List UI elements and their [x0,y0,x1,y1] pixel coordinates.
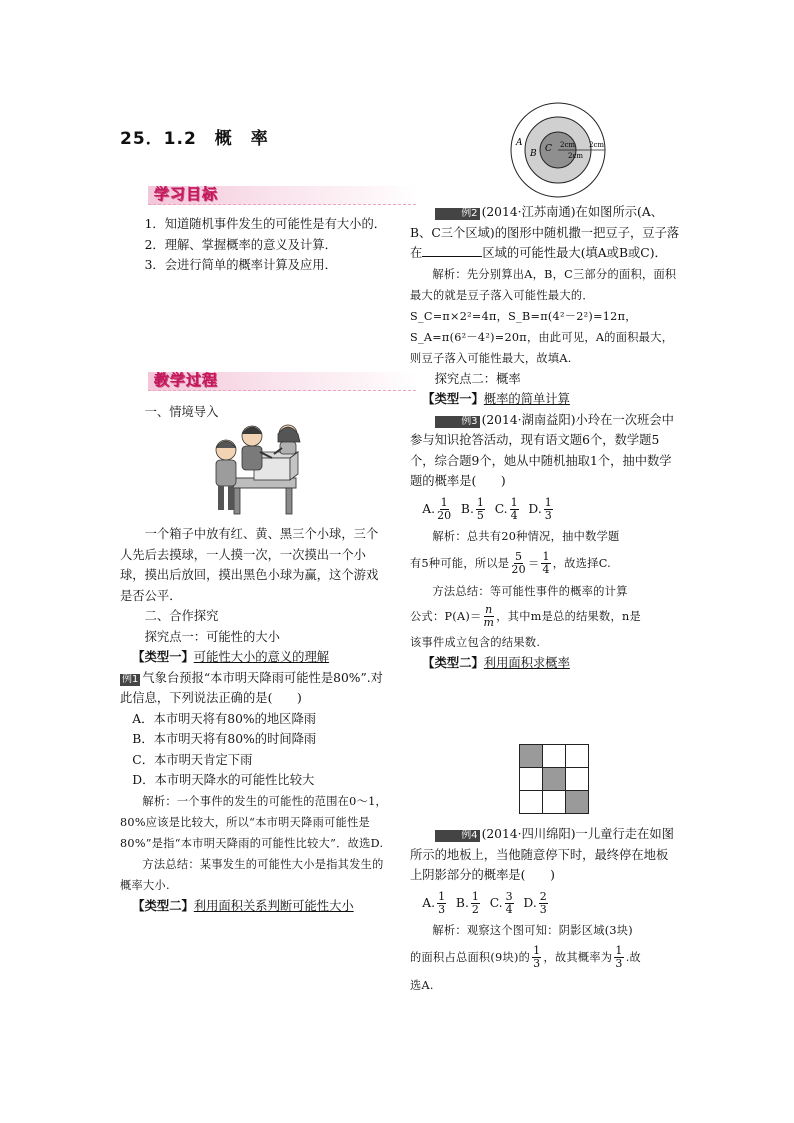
option-a: A．本市明天将有80%的地区降雨 [132,711,317,726]
option-c: C．本市明天肯定下雨 [132,752,253,767]
page-title: 25．1.2 概 率 [120,129,269,149]
grid-cell [566,768,589,791]
coop-heading: 二、合作探究 [144,609,219,623]
solution-fraction: $\frac{5}{20}$ [511,550,526,576]
option-fraction: $\frac{1}{3}$ [544,495,552,522]
grid-cell-shaded [543,768,566,791]
section-banner-goals [148,186,416,205]
type2-heading [120,896,388,917]
example4-solution-1: 解析：观察这个图可知：阴影区域(3块) [432,923,633,937]
type2-heading-right [410,653,680,674]
example3-solution-1: 解析：总共有20种情况，抽中数学题 [432,529,620,543]
intro-heading: 一、情境导入 [144,405,219,419]
example3-summary-2: 公式：P(A)＝ $\frac{n}{m}$ ，其中m是总的结果数，n是 [410,603,642,629]
example3-summary-1: 方法总结：等可能性事件的概率的计算 [432,584,628,598]
section-banner-process [148,372,416,391]
option-fraction: $\frac{3}{4}$ [505,889,513,916]
floor-grid-figure [519,744,589,814]
example1-solution: 解析：一个事件的发生的可能性的范围在0～1，80%应该是比较大，所以“本市明天降雨可能性是80%”是指“本市明天降雨的可能性比较大”．故选D. [120,794,387,850]
left-column-body [120,524,388,916]
example3-text: (2014·湖南益阳)小玲在一次班会中参与知识抢答活动，现有语文题6个，数学题5个，综合题9个，她从中随机抽取1个，抽中数学题的概率是( ) [410,412,674,488]
region-label-a: A [516,138,523,148]
goal-item: 2．理解、掌握概率的意义及计算． [144,237,337,252]
radius-label-inner: 2cm [560,141,576,149]
radius-label-outer: 2cm [589,141,605,149]
example4-options: A. $\frac{1}{3}$ B. $\frac{1}{2}$ C. $\frac{3}{4}$ D. $\frac{2}{3}$ [422,889,547,916]
type1-title: 可能性大小的意义的理解 [193,650,330,664]
grid-cell [566,745,589,768]
example4-text: (2014·四川绵阳)一儿童行走在如图所示的地板上，当他随意停下时，最终停在地板上阴影部分的概率是( ) [410,827,674,882]
region-label-b: B [530,149,537,159]
solution-fraction: $\frac{1}{3}$ [615,944,623,970]
grid-cell [520,791,543,814]
type1-bracket: 【类型一】 [132,649,194,664]
option-fraction: $\frac{1}{2}$ [471,889,479,916]
type1-title: 概率的简单计算 [483,392,570,406]
option-fraction: $\frac{2}{3}$ [539,889,547,916]
option-label: C. [494,501,508,516]
solution-fraction: $\frac{1}{3}$ [533,944,541,970]
example2-text-1: (2014·江苏南通)在如图所示(A、B、C三个区域)的图形中随机撒一把豆子，豆子落在 [410,205,680,260]
answer-blank [422,244,482,257]
section-title-goals: 学习目标 [154,185,219,203]
example-badge: 例4 [435,830,480,842]
goals-list [120,214,390,276]
example4-solution-3: 选A. [410,978,434,992]
example-badge: 例1 [122,673,139,685]
example3-summary-3: 该事件成立包含的结果数. [410,635,541,649]
grid-cell [543,745,566,768]
type2-bracket: 【类型二】 [422,654,484,670]
example3-options [410,492,680,526]
right-column [410,202,680,673]
section-title-process: 教学过程 [154,371,219,389]
type1-heading [120,647,388,668]
option-d: D．本市明天降水的可能性比较大 [132,773,315,787]
type1-heading-right [410,389,680,410]
example4 [410,824,680,886]
example1-summary: 方法总结：某事发生的可能性大小是指其发生的概率大小. [120,857,384,892]
type2-bracket: 【类型二】 [132,897,194,913]
option-fraction: $\frac{1}{3}$ [438,889,446,916]
example3-solution-2: 有5种可能，所以是 $\frac{5}{20}$ ＝ $\frac{1}{4}$ ，故选择C. [410,550,612,576]
example1 [120,668,388,709]
example2 [410,202,680,264]
grid-cell-shaded [520,745,543,768]
solution-fraction: $\frac{1}{4}$ [542,550,550,576]
option-fraction: $\frac{1}{20}$ [437,495,452,522]
option-b: B．本市明天将有80%的时间降雨 [132,732,317,746]
radius-label-middle: 2cm [568,152,584,160]
example2-text-2: 区域的可能性最大(填A或B或C)． [482,246,667,260]
option-fraction: $\frac{1}{5}$ [476,495,484,522]
probe1-heading: 探究点一：可能性的大小 [144,629,280,644]
example2-solution: 解析：先分别算出A，B，C三部分的面积，面积最大的就是豆子落入可能性最大的．S_C=π×2²=4π，S_B=π(4²－2²)=12π，S_A=π(6²－4²)=20π，由此可见，A的面积最大，则豆子落入可能性最大，故填A. [410,267,677,365]
option-label: B. [460,501,474,516]
example4-solution-2: 的面积占总面积(9块)的 $\frac{1}{3}$ ，故其概率为 $\frac{1}{3}$ .故 [410,944,642,970]
formula-fraction: $\frac{n}{m}$ [483,603,495,629]
example3 [410,410,680,492]
type2-title: 利用面积求概率 [483,655,570,670]
example-badge: 例2 [435,208,480,220]
option-label: D. [528,501,542,516]
grid-cell [520,768,543,791]
example-badge: 例3 [435,416,480,428]
type1-bracket: 【类型一】 [422,391,484,406]
right-column-bottom [410,824,680,996]
intro-text: 一个箱子中放有红、黄、黑三个小球，三个人先后去摸球，一人摸一次，一次摸出一个小球，摸出后放回，摸出黑色小球为赢，这个游戏是否公平． [120,527,379,603]
goal-item: 3．会进行简单的概率计算及应用． [144,258,337,272]
type2-title: 利用面积关系判断可能性大小 [193,898,354,913]
option-label: A. [422,501,436,516]
grid-cell [543,791,566,814]
goal-item: 1．知道随机事件发生的可能性是有大小的． [144,217,387,231]
grid-cell-shaded [566,791,589,814]
option-fraction: $\frac{1}{4}$ [510,495,518,522]
region-label-c: C [545,144,552,154]
probe2-heading: 探究点二：概率 [434,371,521,386]
classroom-illustration [208,420,312,516]
example1-text: 气象台预报“本市明天降雨可能性是80%”.对此信息，下列说法正确的是( ) [120,670,383,705]
concentric-circles-figure [502,100,614,200]
